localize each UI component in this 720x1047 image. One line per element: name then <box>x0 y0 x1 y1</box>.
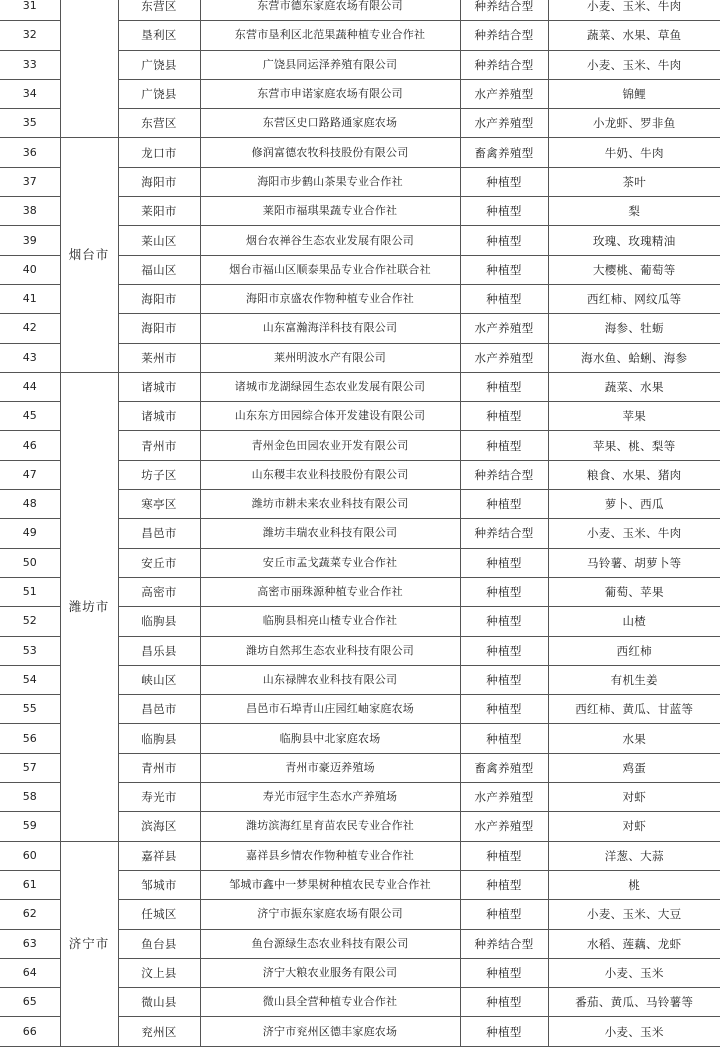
company-name-cell: 山东富瀚海洋科技有限公司 <box>200 314 460 343</box>
row-number-cell: 37 <box>0 167 60 196</box>
farm-type-cell: 种植型 <box>460 577 548 606</box>
district-cell: 昌邑市 <box>118 695 200 724</box>
company-name-cell: 烟台市福山区顺泰果品专业合作社联合社 <box>200 255 460 284</box>
farm-type-cell: 水产养殖型 <box>460 79 548 108</box>
main-products-cell: 有机生姜 <box>548 665 720 694</box>
row-number-cell: 40 <box>0 255 60 284</box>
district-cell: 垦利区 <box>118 21 200 50</box>
farm-type-cell: 水产养殖型 <box>460 109 548 138</box>
district-cell: 东营区 <box>118 109 200 138</box>
row-number-cell: 59 <box>0 812 60 841</box>
district-cell: 昌邑市 <box>118 519 200 548</box>
company-name-cell: 微山县全营种植专业合作社 <box>200 988 460 1017</box>
row-number-cell: 35 <box>0 109 60 138</box>
main-products-cell: 小麦、玉米、牛肉 <box>548 0 720 21</box>
farm-type-cell: 种植型 <box>460 255 548 284</box>
district-cell: 汶上县 <box>118 958 200 987</box>
main-products-cell: 蔬菜、水果、草鱼 <box>548 21 720 50</box>
main-products-cell: 水稻、莲藕、龙虾 <box>548 929 720 958</box>
company-name-cell: 青州市豪迈养殖场 <box>200 753 460 782</box>
row-number-cell: 34 <box>0 79 60 108</box>
company-name-cell: 济宁大粮农业服务有限公司 <box>200 958 460 987</box>
farm-type-cell: 种植型 <box>460 431 548 460</box>
district-cell: 龙口市 <box>118 138 200 167</box>
row-number-cell: 54 <box>0 665 60 694</box>
farm-type-cell: 种植型 <box>460 490 548 519</box>
district-cell: 临朐县 <box>118 607 200 636</box>
table-row <box>0 841 720 870</box>
company-name-cell: 高密市丽珠源种植专业合作社 <box>200 577 460 606</box>
district-cell: 海阳市 <box>118 314 200 343</box>
row-number-cell: 46 <box>0 431 60 460</box>
district-cell: 广饶县 <box>118 79 200 108</box>
farm-type-cell: 种植型 <box>460 870 548 899</box>
row-number-cell: 62 <box>0 900 60 929</box>
district-cell: 寒亭区 <box>118 490 200 519</box>
district-cell: 海阳市 <box>118 167 200 196</box>
company-name-cell: 嘉祥县乡情农作物种植专业合作社 <box>200 841 460 870</box>
company-name-cell: 鱼台源绿生态农业科技有限公司 <box>200 929 460 958</box>
row-number-cell: 44 <box>0 372 60 401</box>
row-number-cell: 53 <box>0 636 60 665</box>
row-number-cell: 60 <box>0 841 60 870</box>
company-name-cell: 潍坊滨海红星育苗农民专业合作社 <box>200 812 460 841</box>
main-products-cell: 番茄、黄瓜、马铃薯等 <box>548 988 720 1017</box>
row-number-cell: 58 <box>0 783 60 812</box>
district-cell: 寿光市 <box>118 783 200 812</box>
farm-type-cell: 种养结合型 <box>460 519 548 548</box>
district-cell: 海阳市 <box>118 284 200 313</box>
farm-type-cell: 种植型 <box>460 402 548 431</box>
company-name-cell: 东营区史口路路通家庭农场 <box>200 109 460 138</box>
district-cell: 峡山区 <box>118 665 200 694</box>
main-products-cell: 小麦、玉米、牛肉 <box>548 50 720 79</box>
farm-type-cell: 种养结合型 <box>460 50 548 79</box>
main-products-cell: 海参、牡蛎 <box>548 314 720 343</box>
company-name-cell: 青州金色田园农业开发有限公司 <box>200 431 460 460</box>
district-cell: 福山区 <box>118 255 200 284</box>
row-number-cell: 49 <box>0 519 60 548</box>
row-number-cell: 31 <box>0 0 60 21</box>
farm-type-cell: 种植型 <box>460 167 548 196</box>
district-cell: 安丘市 <box>118 548 200 577</box>
row-number-cell: 47 <box>0 460 60 489</box>
main-products-cell: 对虾 <box>548 812 720 841</box>
district-cell: 莱州市 <box>118 343 200 372</box>
row-number-cell: 52 <box>0 607 60 636</box>
table-row <box>0 138 720 167</box>
district-cell: 邹城市 <box>118 870 200 899</box>
main-products-cell: 小麦、玉米 <box>548 1017 720 1046</box>
farm-type-cell: 种植型 <box>460 724 548 753</box>
district-cell: 诸城市 <box>118 402 200 431</box>
main-products-cell: 粮食、水果、猪肉 <box>548 460 720 489</box>
main-products-cell: 玫瑰、玫瑰精油 <box>548 226 720 255</box>
row-number-cell: 66 <box>0 1017 60 1046</box>
farm-type-cell: 种植型 <box>460 197 548 226</box>
main-products-cell: 水果 <box>548 724 720 753</box>
row-number-cell: 61 <box>0 870 60 899</box>
row-number-cell: 51 <box>0 577 60 606</box>
company-name-cell: 山东东方田园综合体开发建设有限公司 <box>200 402 460 431</box>
main-products-cell: 小麦、玉米 <box>548 958 720 987</box>
company-name-cell: 山东稷丰农业科技股份有限公司 <box>200 460 460 489</box>
main-products-cell: 小龙虾、罗非鱼 <box>548 109 720 138</box>
row-number-cell: 42 <box>0 314 60 343</box>
row-number-cell: 38 <box>0 197 60 226</box>
farm-type-cell: 种植型 <box>460 841 548 870</box>
row-number-cell: 39 <box>0 226 60 255</box>
company-name-cell: 临朐县中北家庭农场 <box>200 724 460 753</box>
main-products-cell: 西红柿 <box>548 636 720 665</box>
district-cell: 广饶县 <box>118 50 200 79</box>
district-cell: 高密市 <box>118 577 200 606</box>
row-number-cell: 33 <box>0 50 60 79</box>
city-cell: 潍坊市 <box>60 372 118 841</box>
table-row <box>0 372 720 401</box>
district-cell: 东营区 <box>118 0 200 21</box>
row-number-cell: 50 <box>0 548 60 577</box>
district-cell: 临朐县 <box>118 724 200 753</box>
main-products-cell: 西红柿、网纹瓜等 <box>548 284 720 313</box>
main-products-cell: 桃 <box>548 870 720 899</box>
company-name-cell: 广饶县同运泽养殖有限公司 <box>200 50 460 79</box>
company-name-cell: 寿光市冠宇生态水产养殖场 <box>200 783 460 812</box>
district-cell: 诸城市 <box>118 372 200 401</box>
main-products-cell: 大樱桃、葡萄等 <box>548 255 720 284</box>
farm-type-cell: 种植型 <box>460 636 548 665</box>
district-cell: 青州市 <box>118 431 200 460</box>
company-name-cell: 海阳市步鹤山茶果专业合作社 <box>200 167 460 196</box>
farm-type-cell: 种植型 <box>460 607 548 636</box>
district-cell: 莱山区 <box>118 226 200 255</box>
farm-type-cell: 种养结合型 <box>460 929 548 958</box>
farm-type-cell: 水产养殖型 <box>460 783 548 812</box>
farm-type-cell: 种植型 <box>460 284 548 313</box>
company-name-cell: 邹城市鑫中一梦果树种植农民专业合作社 <box>200 870 460 899</box>
main-products-cell: 小麦、玉米、大豆 <box>548 900 720 929</box>
farm-type-cell: 种植型 <box>460 988 548 1017</box>
city-cell: 济宁市 <box>60 841 118 1046</box>
company-name-cell: 莱阳市福琪果蔬专业合作社 <box>200 197 460 226</box>
row-number-cell: 41 <box>0 284 60 313</box>
company-name-cell: 海阳市京盛农作物种植专业合作社 <box>200 284 460 313</box>
district-cell: 任城区 <box>118 900 200 929</box>
main-products-cell: 洋葱、大蒜 <box>548 841 720 870</box>
row-number-cell: 63 <box>0 929 60 958</box>
district-cell: 青州市 <box>118 753 200 782</box>
company-name-cell: 济宁市兖州区德丰家庭农场 <box>200 1017 460 1046</box>
row-number-cell: 45 <box>0 402 60 431</box>
main-products-cell: 海水鱼、蛤蜊、海参 <box>548 343 720 372</box>
company-name-cell: 济宁市振东家庭农场有限公司 <box>200 900 460 929</box>
farm-type-cell: 水产养殖型 <box>460 343 548 372</box>
main-products-cell: 鸡蛋 <box>548 753 720 782</box>
district-cell: 坊子区 <box>118 460 200 489</box>
district-cell: 昌乐县 <box>118 636 200 665</box>
main-products-cell: 对虾 <box>548 783 720 812</box>
city-cell: 烟台市 <box>60 138 118 372</box>
farm-type-cell: 畜禽养殖型 <box>460 753 548 782</box>
farm-type-cell: 种植型 <box>460 226 548 255</box>
main-products-cell: 苹果 <box>548 402 720 431</box>
district-cell: 滨海区 <box>118 812 200 841</box>
row-number-cell: 56 <box>0 724 60 753</box>
district-cell: 微山县 <box>118 988 200 1017</box>
farm-type-cell: 种植型 <box>460 1017 548 1046</box>
company-name-cell: 安丘市孟戈蔬菜专业合作社 <box>200 548 460 577</box>
company-name-cell: 修润富德农牧科技股份有限公司 <box>200 138 460 167</box>
city-cell <box>60 0 118 138</box>
farm-type-cell: 种植型 <box>460 958 548 987</box>
main-products-cell: 牛奶、牛肉 <box>548 138 720 167</box>
district-cell: 鱼台县 <box>118 929 200 958</box>
farm-type-cell: 种植型 <box>460 665 548 694</box>
district-cell: 嘉祥县 <box>118 841 200 870</box>
main-products-cell: 梨 <box>548 197 720 226</box>
row-number-cell: 48 <box>0 490 60 519</box>
table-row <box>0 0 720 21</box>
company-name-cell: 临朐县相亮山楂专业合作社 <box>200 607 460 636</box>
main-products-cell: 苹果、桃、梨等 <box>548 431 720 460</box>
farm-type-cell: 种植型 <box>460 900 548 929</box>
main-products-cell: 萝卜、西瓜 <box>548 490 720 519</box>
row-number-cell: 57 <box>0 753 60 782</box>
farm-type-cell: 种植型 <box>460 695 548 724</box>
main-products-cell: 锦鲤 <box>548 79 720 108</box>
farm-type-cell: 水产养殖型 <box>460 812 548 841</box>
main-products-cell: 蔬菜、水果 <box>548 372 720 401</box>
company-name-cell: 潍坊丰瑞农业科技有限公司 <box>200 519 460 548</box>
district-cell: 兖州区 <box>118 1017 200 1046</box>
row-number-cell: 65 <box>0 988 60 1017</box>
row-number-cell: 36 <box>0 138 60 167</box>
company-name-cell: 潍坊自然邦生态农业科技有限公司 <box>200 636 460 665</box>
company-name-cell: 东营市申诺家庭农场有限公司 <box>200 79 460 108</box>
main-products-cell: 葡萄、苹果 <box>548 577 720 606</box>
main-products-cell: 山楂 <box>548 607 720 636</box>
row-number-cell: 55 <box>0 695 60 724</box>
farm-type-cell: 种养结合型 <box>460 0 548 21</box>
company-name-cell: 诸城市龙湖绿园生态农业发展有限公司 <box>200 372 460 401</box>
row-number-cell: 64 <box>0 958 60 987</box>
farm-type-cell: 种养结合型 <box>460 460 548 489</box>
company-name-cell: 东营市德东家庭农场有限公司 <box>200 0 460 21</box>
company-name-cell: 烟台农禅谷生态农业发展有限公司 <box>200 226 460 255</box>
company-name-cell: 昌邑市石埠青山庄园红岫家庭农场 <box>200 695 460 724</box>
farm-type-cell: 水产养殖型 <box>460 314 548 343</box>
main-products-cell: 小麦、玉米、牛肉 <box>548 519 720 548</box>
main-products-cell: 茶叶 <box>548 167 720 196</box>
company-name-cell: 潍坊市耕未来农业科技有限公司 <box>200 490 460 519</box>
main-products-cell: 西红柿、黄瓜、甘蓝等 <box>548 695 720 724</box>
row-number-cell: 43 <box>0 343 60 372</box>
farm-type-cell: 畜禽养殖型 <box>460 138 548 167</box>
farm-type-cell: 种植型 <box>460 372 548 401</box>
company-name-cell: 东营市垦利区北范果蔬种植专业合作社 <box>200 21 460 50</box>
farm-type-cell: 种植型 <box>460 548 548 577</box>
company-name-cell: 山东禄牌农业科技有限公司 <box>200 665 460 694</box>
row-number-cell: 32 <box>0 21 60 50</box>
main-products-cell: 马铃薯、胡萝卜等 <box>548 548 720 577</box>
company-name-cell: 莱州明波水产有限公司 <box>200 343 460 372</box>
farm-type-cell: 种养结合型 <box>460 21 548 50</box>
district-cell: 莱阳市 <box>118 197 200 226</box>
